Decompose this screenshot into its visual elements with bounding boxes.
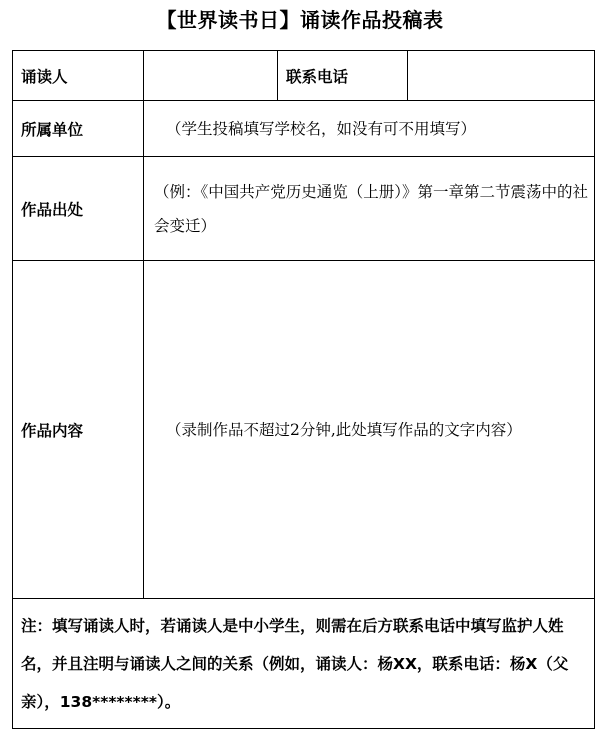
content-field[interactable]: （录制作品不超过2分钟,此处填写作品的文字内容） bbox=[144, 261, 595, 599]
submission-form-table bbox=[12, 50, 595, 729]
unit-row bbox=[13, 101, 595, 157]
content-label: 作品内容 bbox=[13, 261, 144, 599]
reader-row bbox=[13, 51, 595, 101]
note-row bbox=[13, 599, 595, 729]
content-row bbox=[13, 261, 595, 599]
source-label: 作品出处 bbox=[13, 157, 144, 261]
unit-field[interactable]: （学生投稿填写学校名，如没有可不用填写） bbox=[144, 101, 595, 157]
unit-label: 所属单位 bbox=[13, 101, 144, 157]
phone-label: 联系电话 bbox=[278, 51, 408, 101]
reader-label: 诵读人 bbox=[13, 51, 144, 101]
source-row bbox=[13, 157, 595, 261]
page-title: 【世界读书日】诵读作品投稿表 bbox=[156, 8, 444, 32]
source-field[interactable]: （例：《中国共产党历史通览（上册）》第一章第二节震荡中的社会变迁） bbox=[144, 157, 595, 261]
phone-field[interactable] bbox=[408, 51, 595, 101]
reader-field[interactable] bbox=[144, 51, 278, 101]
note-text: 注：填写诵读人时，若诵读人是中小学生，则需在后方联系电话中填写监护人姓名，并且注明与诵读人之间的关系（例如，诵读人：杨XX，联系电话：杨X（父亲），138********）。 bbox=[13, 599, 595, 729]
